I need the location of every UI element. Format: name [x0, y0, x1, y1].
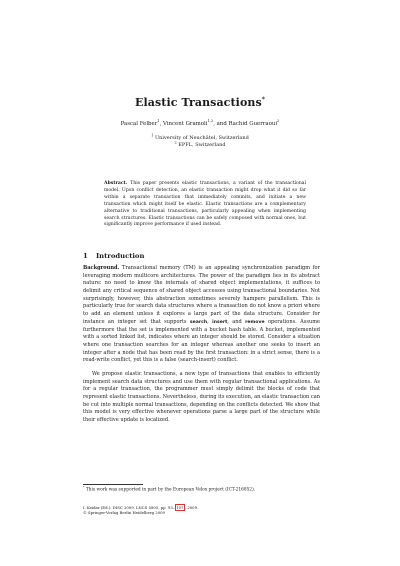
footnote	[83, 487, 320, 493]
footnote-text: This work was supported in part by the European Velox project (ICT-216852).	[84, 487, 256, 493]
author-1-affil-mark: 1	[157, 119, 160, 124]
abstract-text: This paper presents elastic transactions, a variant of the transactional model. Upon conflict detection, an elastic transaction might drop what it did so far within a separate transaction that immediately commits, and initiate a new transaction which might itself be elastic. Elastic transactions are a complementary alternative to traditional transactions, particularly appealing when implementing search structures. Elastic transactions can be safely composed with normal ones, but significantly improve performance if used instead.	[104, 181, 306, 228]
paper-title	[0, 96, 400, 109]
author-2-affil-mark: 1,2	[207, 119, 214, 124]
section-heading	[83, 252, 144, 260]
abstract-label: Abstract.	[104, 181, 128, 186]
paragraph-text: , and	[227, 318, 246, 325]
operation-name-search: search	[189, 319, 208, 325]
footnote-rule	[83, 484, 143, 485]
operation-name-remove: remove	[245, 319, 265, 325]
affiliation-text: University of Neuchâtel, Switzerland	[154, 135, 249, 141]
paragraph-text: Transactional memory (TM) is an appealing synchronization paradigm for leveraging modern multicore architectures. The power of the paradigm lies in its abstract nature: no need to know the internals of shared object implementations, it suffices to delimit any critical sequence of shared object accesses using transactional boundaries. Not surprisingly, however, this abstraction sometimes severely hampers parallelism. This is particularly true for search data structures where a transaction do not know a priori where to add an element unless it explores a large part of the data structure. Consider for instance an integer set that supports	[83, 265, 320, 325]
affiliation-text: EPFL, Switzerland	[178, 142, 226, 148]
body-paragraph-1	[83, 265, 320, 365]
footnote-mark: *	[83, 485, 85, 489]
affiliation-number: 1	[151, 133, 154, 138]
citation-text: , 2009.	[184, 505, 199, 510]
author-list	[0, 121, 400, 128]
author-separator: , and	[213, 121, 229, 127]
author-1: Pascal Felber	[120, 121, 158, 127]
affiliation-2	[0, 142, 400, 149]
author-2: Vincent Gramoli	[163, 121, 208, 127]
paragraph-run-in-heading: Background.	[83, 265, 120, 271]
citation-text: I. Keidar (Ed.): DISC 2009, LNCS 5805, pp. 93–	[83, 505, 175, 510]
title-text: Elastic Transactions	[134, 96, 262, 109]
affiliation-number: 2	[174, 140, 177, 145]
section-number: 1	[83, 252, 88, 260]
paragraph-text: operations. Assume furthermore that the set is implemented with a bucket hash table. A bucket, implemented with a sorted linked list, indicates where an integer should be stored. Consider a situation where one transaction searches for an integer whereas another one seeks to insert an integer after a node that has been read by the first transaction: in a strict sense, there is a read-write conflict, yet this is a false (search-insert) conflict.	[83, 318, 320, 364]
author-3-affil-mark: 2	[277, 119, 280, 124]
title-footnote-mark: *	[261, 96, 266, 104]
author-3: Rachid Guerraoui	[228, 121, 278, 127]
body-paragraph-2: We propose elastic transactions, a new type of transactions that enables to efficiently implement search data structures and use them with regular transactional applications. As for a regular transaction, the programmer must simply delimit the blocks of code that represent elastic transactions. Nevertheless, during its execution, an elastic transaction can be cut into multiple normal transactions, depending on the conflicts detected. We show that this model is very effective whenever operations parse a large part of the structure while their effective update is localized.	[83, 371, 320, 424]
abstract	[104, 181, 306, 229]
author-separator: ,	[159, 121, 164, 127]
copyright-line: © Springer-Verlag Berlin Heidelberg 2009	[83, 510, 165, 516]
operation-name-insert: insert	[212, 319, 228, 325]
page-link[interactable]: 107	[176, 505, 184, 510]
section-title: Introduction	[96, 252, 145, 260]
paragraph-text: ,	[207, 318, 213, 325]
citation-block	[83, 505, 320, 516]
